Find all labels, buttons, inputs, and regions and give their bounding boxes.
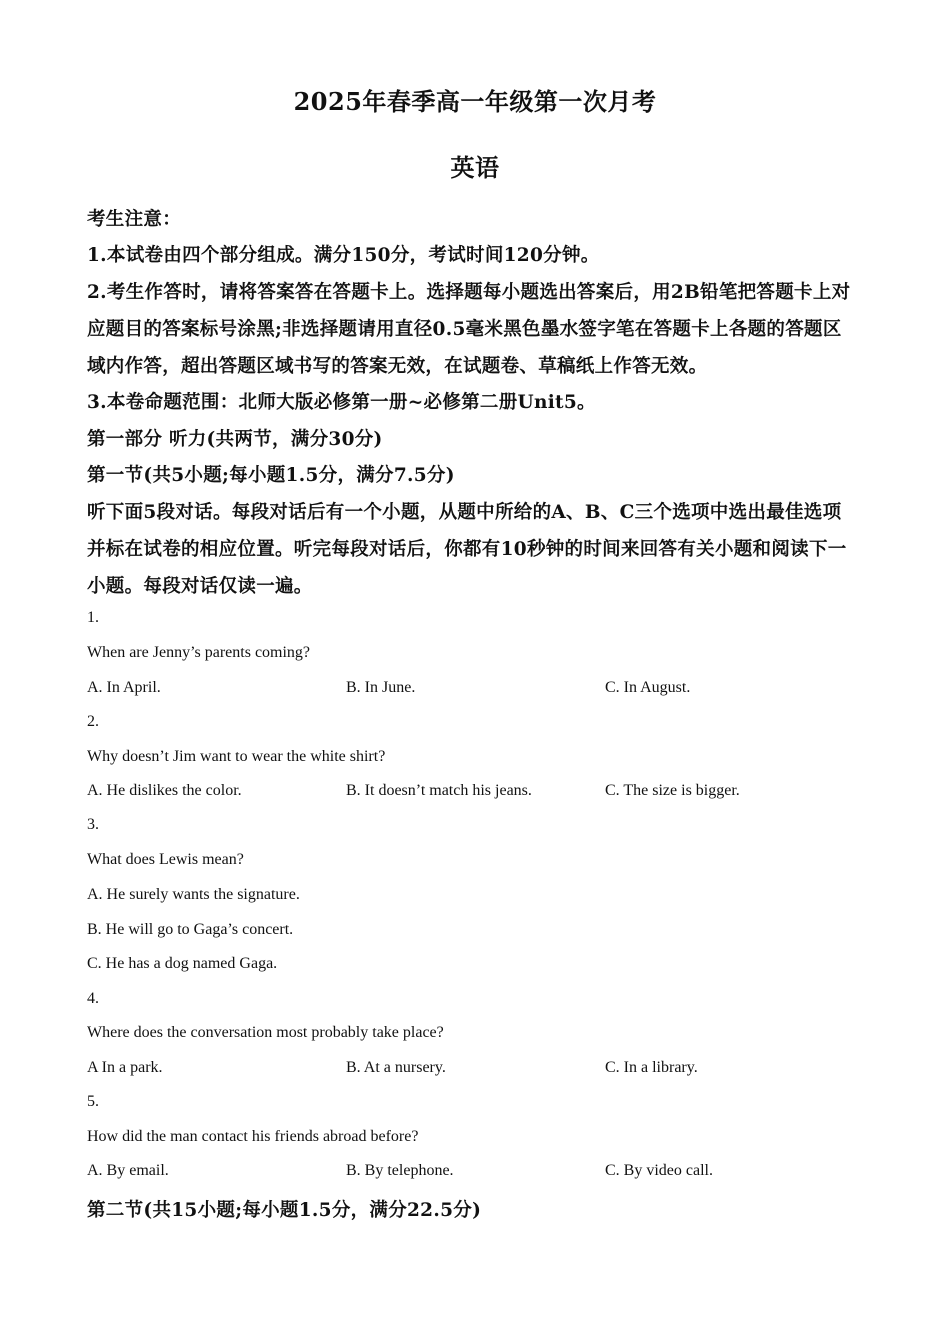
option-c: C. The size is bigger. <box>605 782 740 799</box>
option-b: B. He will go to Gaga’s concert. <box>87 921 294 938</box>
subject-title: 英语 <box>450 153 500 182</box>
option-a: A In a park. <box>87 1059 163 1076</box>
section1-instructions-line-2: 并标在试卷的相应位置。听完每段对话后，你都有10秒钟的时间来回答有关小题和阅读下一 <box>87 539 847 560</box>
option-b: B. By telephone. <box>346 1162 454 1179</box>
question-text: How did the man contact his friends abroad before? <box>87 1128 419 1145</box>
question-number: 3. <box>87 816 99 833</box>
notice-item-3: 3.本卷命题范围：北师大版必修第一册~必修第二册Unit5。 <box>87 392 596 413</box>
exam-title: 2025年春季高一年级第一次月考 <box>293 87 657 116</box>
question-number: 5. <box>87 1093 99 1110</box>
section1-instructions-line-3: 小题。每段对话仅读一遍。 <box>87 576 313 597</box>
notice-heading: 考生注意： <box>87 209 182 230</box>
notice-item-1: 1.本试卷由四个部分组成。满分150分，考试时间120分钟。 <box>87 245 600 266</box>
question-number: 4. <box>87 990 99 1007</box>
section1-instructions-line-1: 听下面5段对话。每段对话后有一个小题，从题中所给的A、B、C三个选项中选出最佳选项 <box>87 502 842 523</box>
option-c: C. He has a dog named Gaga. <box>87 955 278 972</box>
option-a: A. In April. <box>87 679 161 696</box>
part1-heading: 第一部分 听力(共两节，满分30分) <box>87 429 383 450</box>
option-c: C. In a library. <box>605 1059 698 1076</box>
section2-heading: 第二节(共15小题;每小题1.5分，满分22.5分) <box>87 1200 482 1221</box>
question-number: 1. <box>87 609 99 626</box>
notice-item-2-line-1: 2.考生作答时，请将答案答在答题卡上。选择题每小题选出答案后，用2B铅笔把答题卡上对 <box>87 282 851 303</box>
question-text: What does Lewis mean? <box>87 851 244 868</box>
section1-heading: 第一节(共5小题;每小题1.5分，满分7.5分) <box>87 465 455 486</box>
notice-item-2-line-2: 应题目的答案标号涂黑;非选择题请用直径0.5毫米黑色墨水签字笔在答题卡上各题的答题区 <box>87 319 842 340</box>
option-b: B. In June. <box>346 679 416 696</box>
option-a: A. By email. <box>87 1162 169 1179</box>
option-c: C. In August. <box>605 679 691 696</box>
option-b: B. It doesn’t match his jeans. <box>346 782 532 799</box>
option-a: A. He dislikes the color. <box>87 782 242 799</box>
option-b: B. At a nursery. <box>346 1059 446 1076</box>
question-number: 2. <box>87 713 99 730</box>
option-c: C. By video call. <box>605 1162 713 1179</box>
notice-item-2-line-3: 域内作答，超出答题区域书写的答案无效，在试题卷、草稿纸上作答无效。 <box>87 356 708 377</box>
question-text: Where does the conversation most probably take place? <box>87 1024 444 1041</box>
option-a: A. He surely wants the signature. <box>87 886 300 903</box>
question-text: When are Jenny’s parents coming? <box>87 644 311 661</box>
question-text: Why doesn’t Jim want to wear the white shirt? <box>87 748 386 765</box>
